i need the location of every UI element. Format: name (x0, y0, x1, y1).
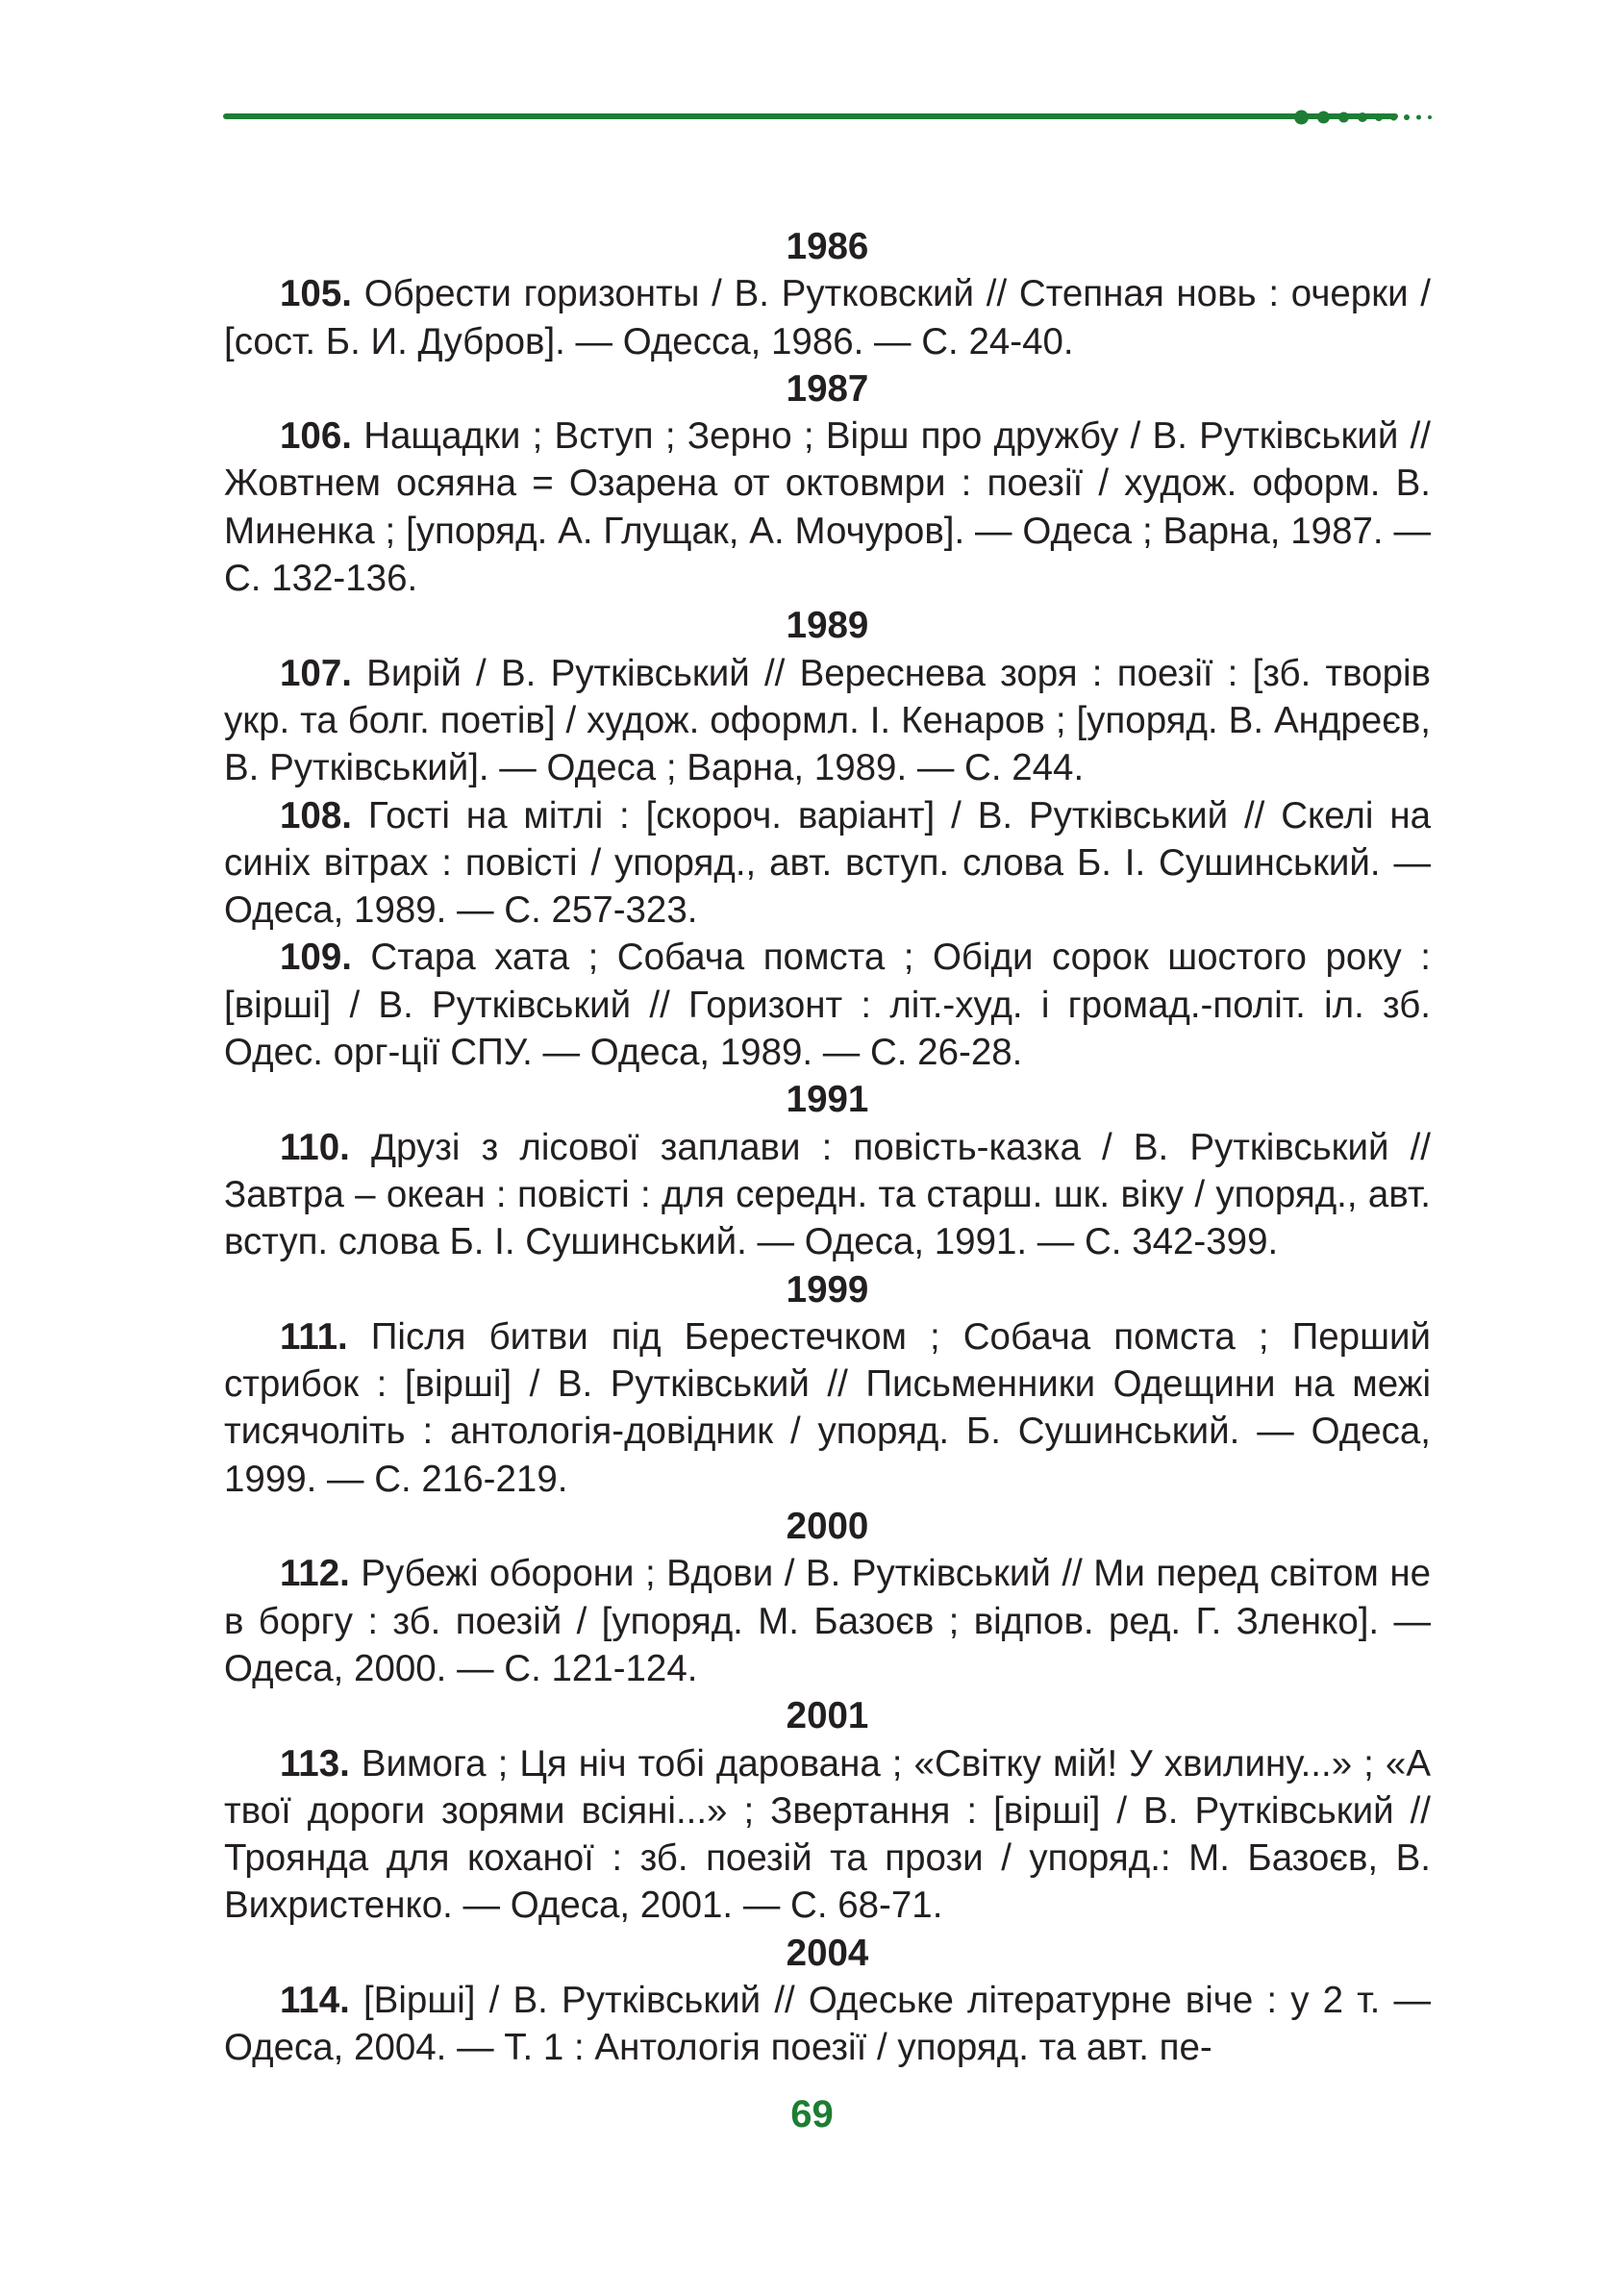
header-dots (1294, 110, 1448, 125)
bibliography-entry (224, 1124, 1431, 1266)
bibliography-entry (224, 270, 1431, 365)
entry-text: [Вірші] / В. Рутківський // Одеське літературне віче : у 2 т. — Одеса, 2004. — Т. 1 : Антологія поезії / упоряд. та авт. пе- (224, 1979, 1431, 2069)
entry-number: 107. (280, 652, 352, 694)
entry-number: 105. (280, 273, 352, 315)
bibliography-entry (224, 1740, 1431, 1930)
header-dot (1338, 112, 1349, 123)
header-dot (1390, 114, 1397, 121)
entry-number: 113. (280, 1742, 350, 1785)
header-dot (1358, 112, 1367, 122)
header-dot (1294, 111, 1309, 125)
entry-number: 108. (280, 794, 352, 836)
bibliography-entry (224, 1977, 1431, 2072)
entry-number: 112. (280, 1553, 350, 1595)
bibliography-entry (224, 650, 1431, 792)
bibliography-entry (224, 1550, 1431, 1692)
entry-text: Стара хата ; Собача помста ; Обіди сорок шостого року : [вірші] / В. Рутківський // Горизонт : літ.-худ. і громад.-політ. іл. зб. Одес. орг-ції СПУ. — Одеса, 1989. — С. 26-28. (224, 936, 1431, 1074)
bibliography-entry (224, 792, 1431, 935)
entry-text: Нащадки ; Вступ ; Зерно ; Вірш про дружбу / В. Рутківський // Жовтнем осяяна = Озарена от октовмри : поезії / худож. оформ. В. Миненка ; [упоряд. А. Глущак, А. Мочуров]. — Одеса ; Варна, 1987. — С. 132-136. (224, 415, 1431, 600)
header-dot (1416, 115, 1421, 120)
year-heading: 1986 (786, 226, 869, 267)
entry-text: Обрести горизонты / В. Рутковский // Степная новь : очерки / [сост. Б. И. Дубров]. — Одесса, 1986. — С. 24-40. (224, 273, 1432, 362)
year-heading: 2004 (786, 1932, 869, 1974)
entry-text: Друзі з лісової заплави : повість-казка / В. Рутківський // Завтра – океан : повісті : для середн. та старш. шк. віку / упоряд., авт. вступ. слова Б. І. Сушинський. — Одеса, 1991. — С. 342-399. (224, 1126, 1431, 1263)
header-dot (1375, 113, 1383, 121)
bibliography-entry (224, 1313, 1431, 1503)
bibliography-list (224, 223, 1431, 2072)
year-heading: 2000 (786, 1506, 869, 1548)
header-dot (1404, 114, 1410, 120)
year-heading: 1991 (786, 1079, 869, 1121)
entry-number: 109. (280, 936, 352, 979)
year-heading: 2001 (786, 1695, 869, 1737)
year-heading: 1989 (786, 605, 869, 647)
entry-text: Вирій / В. Рутківський // Вереснева зоря : поезії : [зб. творів укр. та болг. поетів] / худож. оформл. І. Кенаров ; [упоряд. В. Андреєв, В. Рутківський]. — Одеса ; Варна, 1989. — С. 244. (224, 652, 1431, 789)
page-number: 69 (790, 2093, 834, 2135)
entry-text: Рубежі оборони ; Вдови / В. Рутківський // Ми перед світом не в боргу : зб. поезій / [упоряд. М. Базоєв ; відпов. ред. Г. Зленко]. — Одеса, 2000. — С. 121-124. (224, 1553, 1431, 1689)
year-heading: 1999 (786, 1268, 869, 1311)
header-dot (1428, 115, 1432, 119)
header-rule (223, 113, 1398, 119)
entry-number: 106. (280, 415, 352, 458)
entry-number: 110. (280, 1126, 350, 1168)
bibliography-entry (224, 412, 1431, 602)
header-dot (1317, 112, 1330, 124)
entry-number: 111. (280, 1315, 348, 1358)
bibliography-entry (224, 934, 1431, 1076)
entry-text: Гості на мітлі : [скороч. варіант] / В. Рутківський // Скелі на синіх вітрах : повісті / упоряд., авт. вступ. слова Б. І. Сушинський. — Одеса, 1989. — С. 257-323. (224, 794, 1431, 932)
entry-text: Після битви під Берестечком ; Собача помста ; Перший стрибок : [вірші] / В. Рутківський // Письменники Одещини на межі тисячоліть : антологія-довідник / упоряд. Б. Сушинський. — Одеса, 1999. — С. 216-219. (224, 1315, 1431, 1500)
entry-number: 114. (280, 1979, 350, 2021)
entry-text: Вимога ; Ця ніч тобі дарована ; «Світку мій! У хвилину...» ; «А твої дороги зорями всіяні...» ; Звертання : [вірші] / В. Рутківський // Троянда для коханої : зб. поезій та прози / упоряд.: М. Базоєв, В. Вихристенко. — Одеса, 2001. — С. 68-71. (224, 1742, 1431, 1927)
year-heading: 1987 (786, 367, 869, 410)
